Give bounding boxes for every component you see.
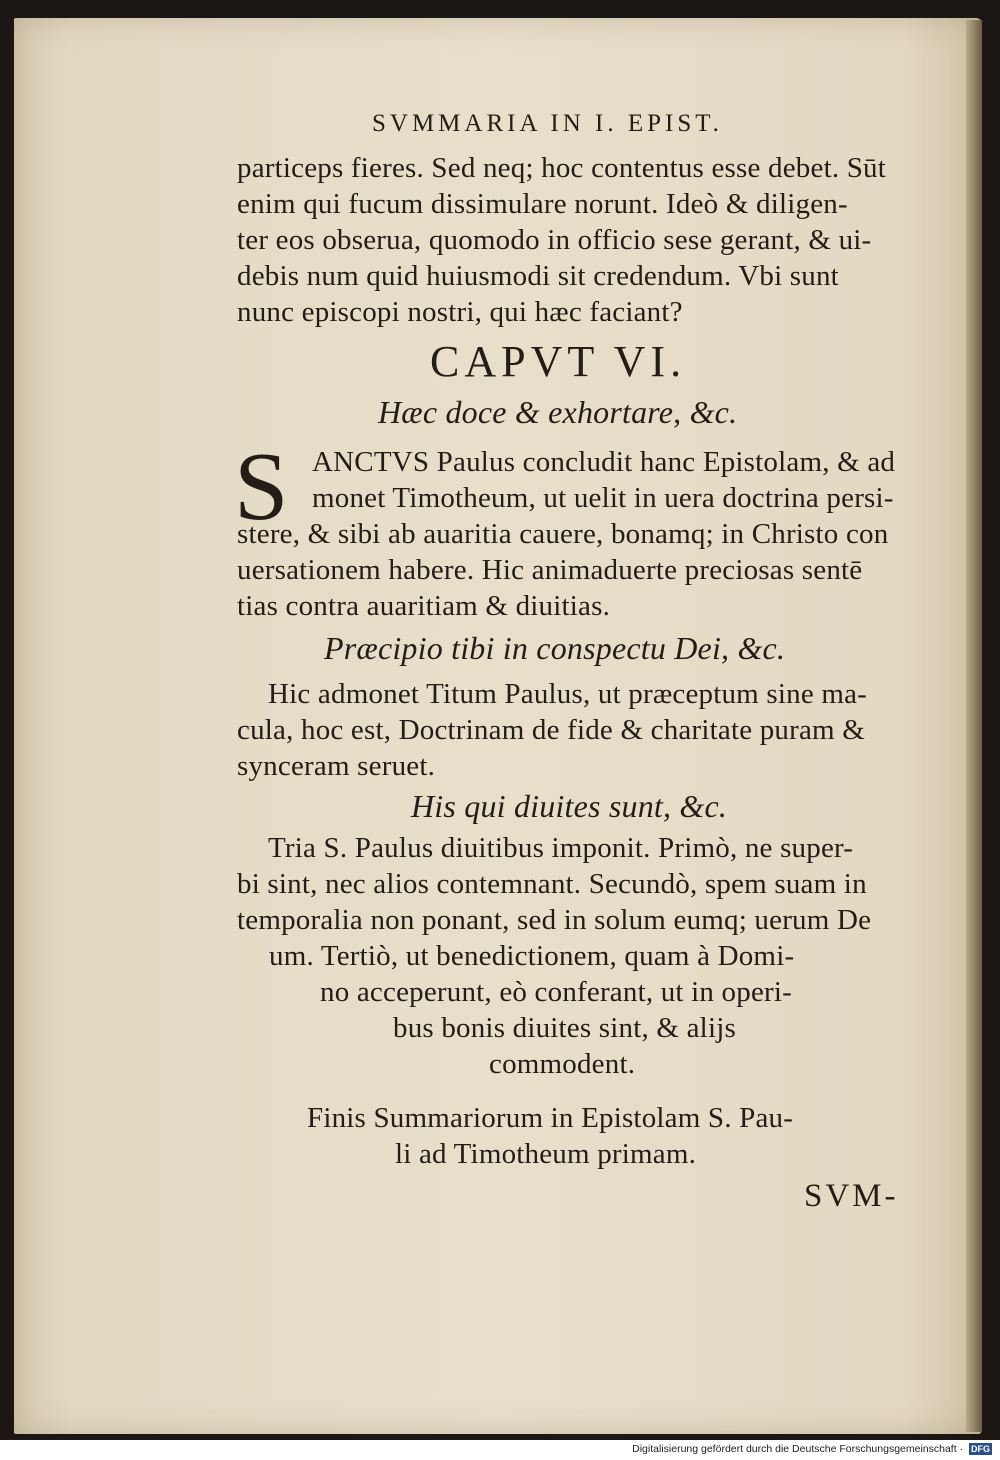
text-line: synceram seruet. xyxy=(237,750,436,782)
digitization-footer: Digitalisierung gefördert durch die Deutsche Forschungsgemeinschaft · DFG xyxy=(632,1443,990,1455)
finis-line: li ad Timotheum primam. xyxy=(395,1138,697,1170)
text-line: Tria S. Paulus diuitibus imponit. Primò, ne super- xyxy=(268,832,854,864)
text-line: uersationem habere. Hic animaduerte preciosas sentē xyxy=(237,554,863,586)
text-line: debis num quid huiusmodi sit credendum. Vbi sunt xyxy=(237,260,839,292)
section-heading: His qui diuites sunt, &c. xyxy=(411,788,728,824)
section-heading: Præcipio tibi in conspectu Dei, &c. xyxy=(324,630,786,666)
text-line: stere, & sibi ab auaritia cauere, bonamq; in Christo con xyxy=(237,518,889,550)
page-text xyxy=(14,18,982,1434)
text-line: bus bonis diuites sint, & alijs xyxy=(393,1012,736,1044)
text-line: um. Tertiò, ut benedictionem, quam à Domi- xyxy=(269,940,795,972)
finis-line: Finis Summariorum in Epistolam S. Pau- xyxy=(307,1102,794,1134)
text-line: temporalia non ponant, sed in solum eumq; uerum De xyxy=(237,904,872,936)
text-line: bi sint, nec alios contemnant. Secundò, spem suam in xyxy=(237,868,867,900)
text-line: cula, hoc est, Doctrinam de fide & charitate puram & xyxy=(237,714,866,746)
text-line: nunc episcopi nostri, qui hæc faciant? xyxy=(237,296,683,328)
section-heading: Hæc doce & exhortare, &c. xyxy=(378,394,738,430)
text-line: tias contra auaritiam & diuitias. xyxy=(237,590,611,622)
text-line: ter eos obserua, quomodo in officio sese gerant, & ui- xyxy=(237,224,872,256)
footer-text: Digitalisierung gefördert durch die Deutsche Forschungsgemeinschaft xyxy=(632,1443,957,1455)
running-header: SVMMARIA IN I. EPIST. xyxy=(372,110,723,137)
dfg-logo-icon: DFG xyxy=(971,1444,990,1455)
text-line: enim qui fucum dissimulare norunt. Ideò & diligen- xyxy=(237,188,848,220)
text-line: Hic admonet Titum Paulus, ut præceptum sine ma- xyxy=(268,678,868,710)
text-line: particeps fieres. Sed neq; hoc contentus esse debet. Sūt xyxy=(237,152,887,184)
text-line: monet Timotheum, ut uelit in uera doctrina persi- xyxy=(312,482,894,514)
text-line: commodent. xyxy=(489,1048,636,1080)
chapter-title: CAPVT VI. xyxy=(430,337,687,386)
catchword: SVM- xyxy=(804,1178,899,1214)
drop-capital: S xyxy=(234,433,289,541)
text-line: ANCTVS Paulus concludit hanc Epistolam, & ad xyxy=(312,446,896,478)
text-line: no acceperunt, eò conferant, ut in operi- xyxy=(320,976,792,1008)
